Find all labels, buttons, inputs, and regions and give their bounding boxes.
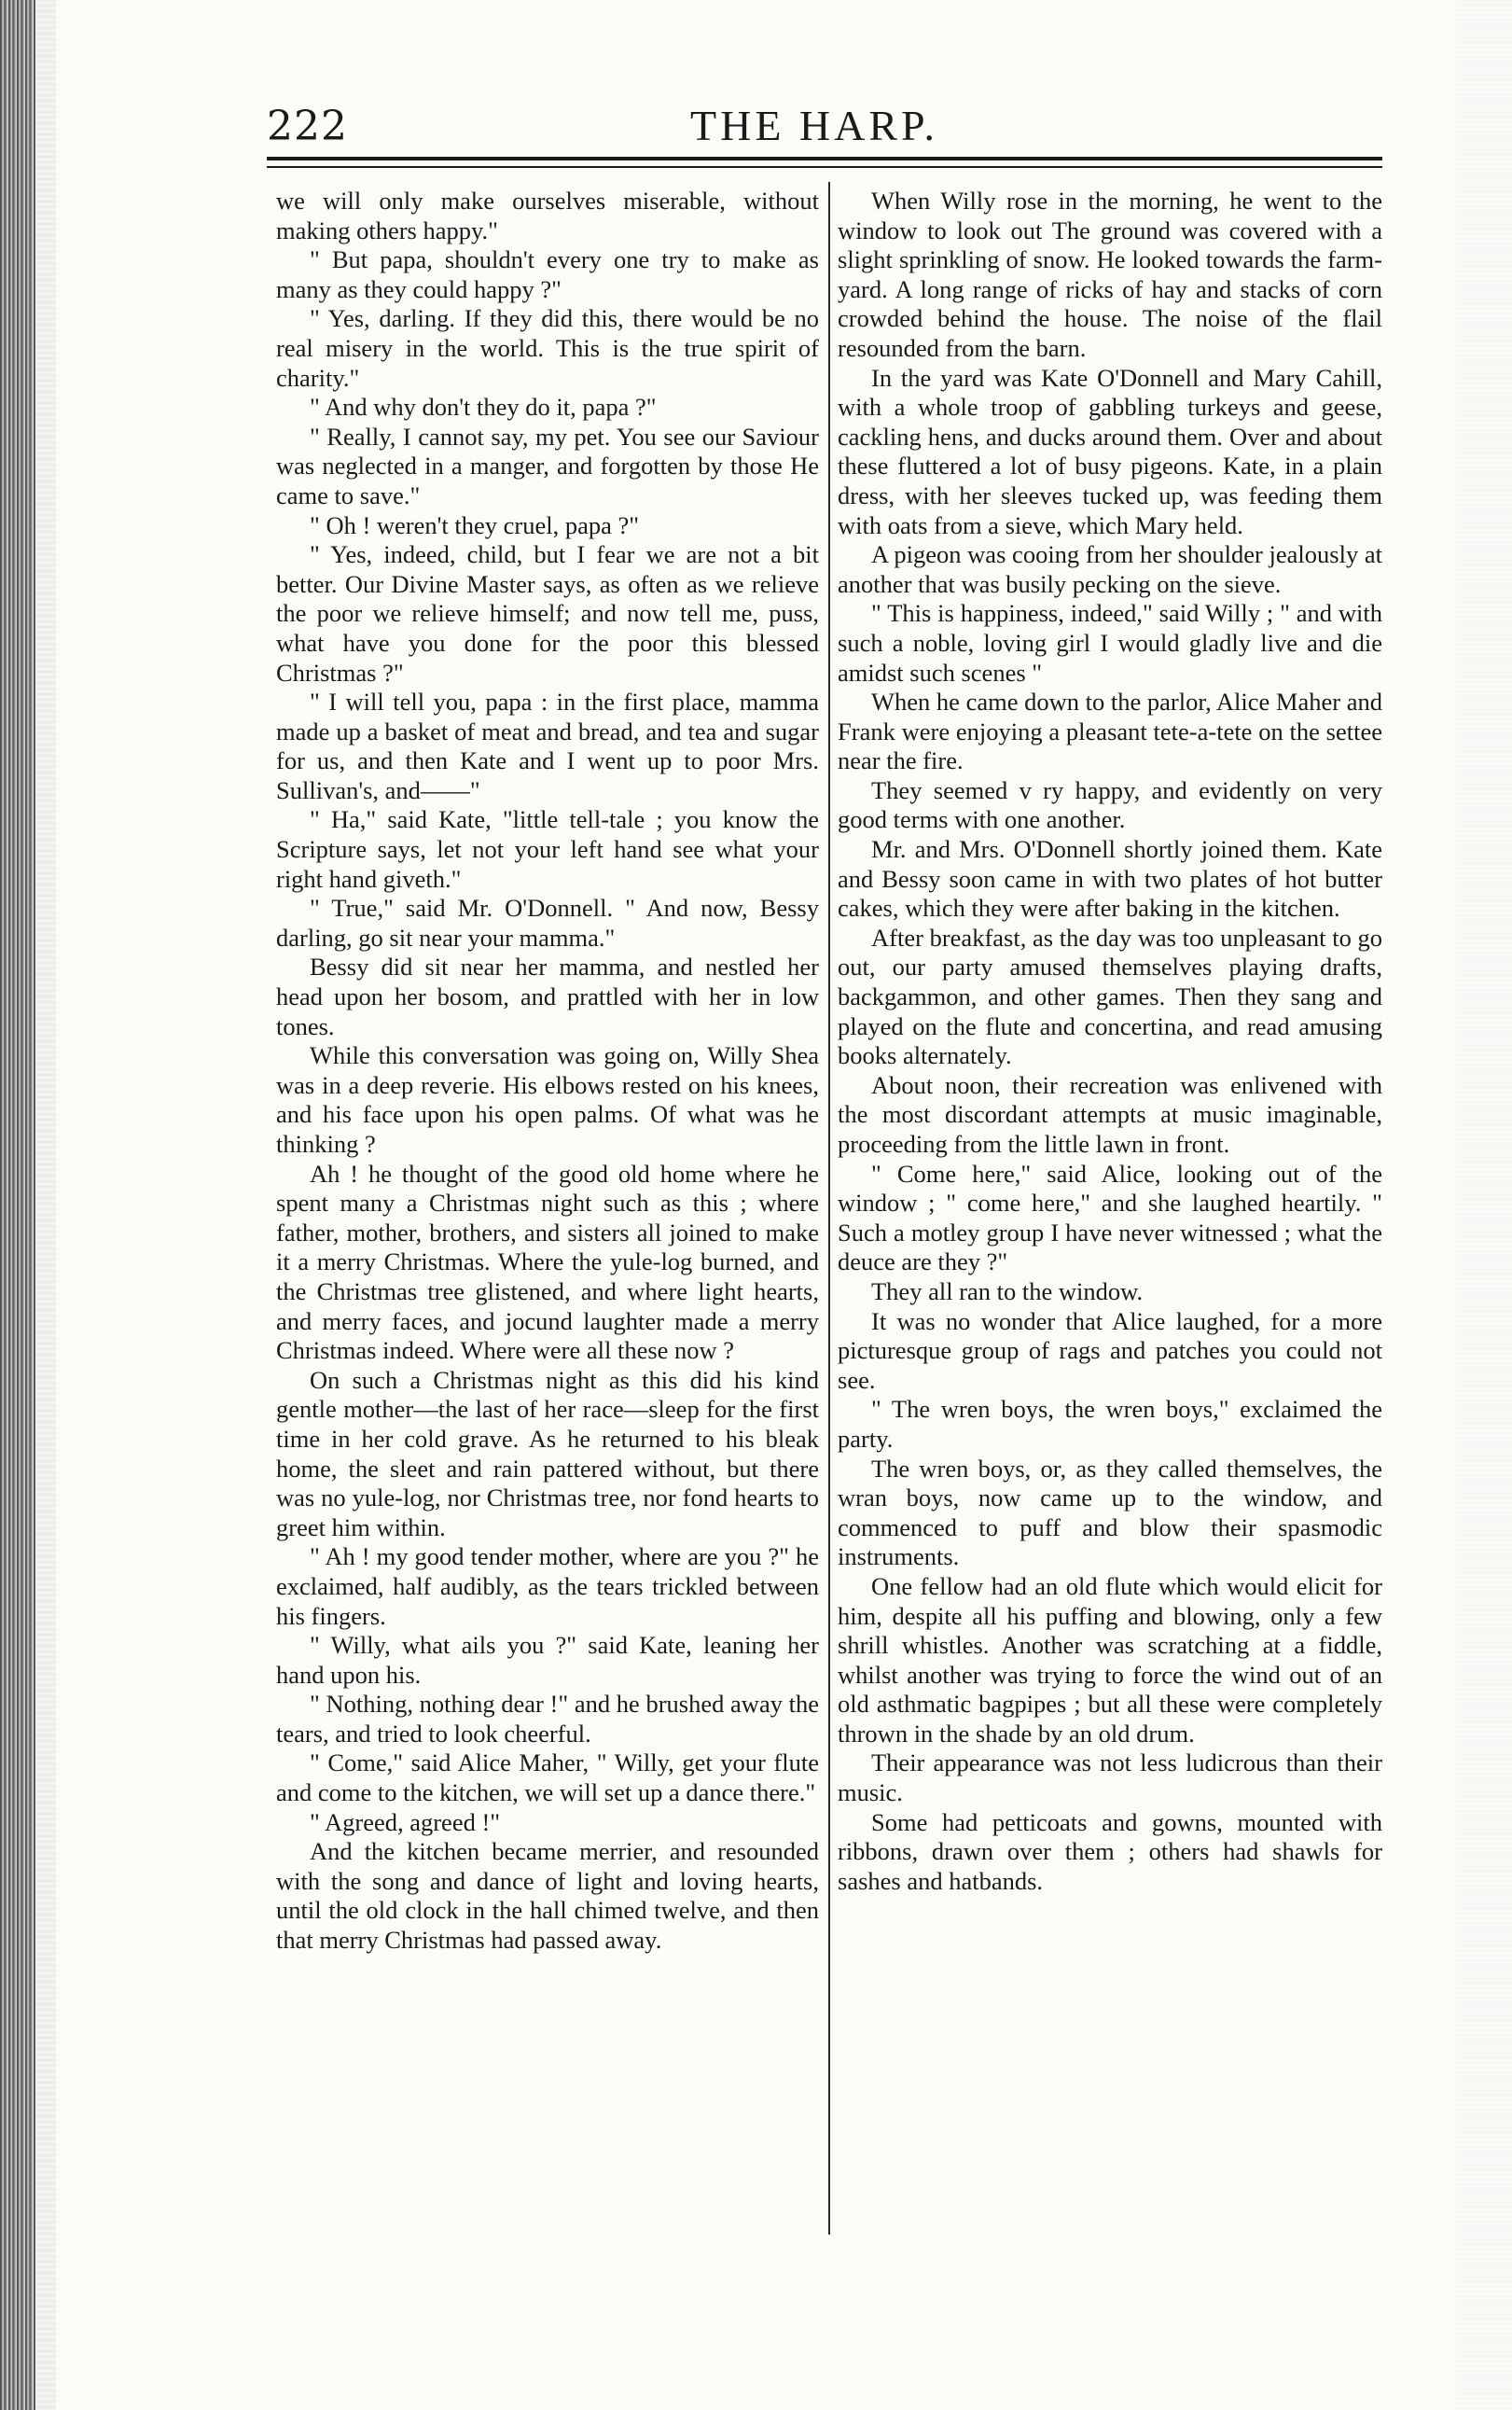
paragraph: They seemed v ry happy, and evidently on very good terms with one another. — [838, 775, 1382, 834]
page-edge — [1456, 0, 1512, 2410]
paragraph: The wren boys, or, as they called themselves, the wran boys, now came up to the window, and commenced to puff and blow their spasmodic instruments. — [838, 1454, 1382, 1571]
paragraph: " Really, I cannot say, my pet. You see our Saviour was neglected in a manger, and forgotten by those He came to save." — [276, 422, 819, 509]
paragraph: Bessy did sit near her mamma, and nestled her head upon her bosom, and prattled with her in low tones. — [276, 953, 819, 1040]
paragraph: About noon, their recreation was enlivened with the most discordant attempts at music imaginable, proceeding from the little lawn in front. — [838, 1070, 1382, 1158]
paragraph: " Ha," said Kate, "little tell-tale ; you know the Scripture says, let not your left hand see what your right hand giveth." — [276, 805, 819, 893]
paragraph: It was no wonder that Alice laughed, for a more picturesque group of rags and patches you could not see. — [838, 1306, 1382, 1394]
paragraph: " Yes, darling. If they did this, there would be no real misery in the world. This is the true spirit of charity." — [276, 304, 819, 392]
paragraph: They all ran to the window. — [871, 1276, 1144, 1305]
paragraph: " Come here," said Alice, looking out of the window ; " come here," and she laughed heartily. " Such a motley group I have never witnessed ; what the deuce are they ?" — [838, 1159, 1382, 1276]
paragraph: " Ah ! my good tender mother, where are you ?" he exclaimed, half audibly, as the tears trickled between his fingers. — [276, 1542, 819, 1630]
paragraph: " Yes, indeed, child, but I fear we are not a bit better. Our Divine Master says, as often as we relieve the poor we relieve himself; and now tell me, puss, what have you done for the poor this blessed Christmas ?" — [276, 540, 819, 687]
paragraph: " Willy, what ails you ?" said Kate, leaning her hand upon his. — [276, 1631, 819, 1689]
paragraph: Their appearance was not less ludicrous than their music. — [838, 1748, 1382, 1807]
paragraph: we will only make ourselves miserable, without making others happy." — [276, 187, 819, 244]
binding-shadow — [35, 0, 56, 2410]
header-rule — [267, 157, 1382, 160]
paragraph: A pigeon was cooing from her shoulder jealously at another that was busily pecking on the sieve. — [838, 540, 1382, 598]
paragraph: Some had petticoats and gowns, mounted with ribbons, drawn over them ; others had shawls for sashes and hatbands. — [838, 1807, 1382, 1895]
paragraph: After breakfast, as the day was too unpleasant to go out, our party amused themselves playing drafts, backgammon, and other games. Then they sang and played on the flute and concertina, and read amusing books alternately. — [838, 923, 1382, 1070]
paragraph: " Oh ! weren't they cruel, papa ?" — [310, 510, 640, 539]
paragraph: And the kitchen became merrier, and resounded with the song and dance of light and loving hearts, until the old clock in the hall chimed twelve, and then that merry Christmas had passed away. — [276, 1837, 819, 1955]
paragraph: " But papa, shouldn't every one try to make as many as they could happy ?" — [276, 245, 819, 303]
left-column — [276, 187, 819, 1956]
paragraph: " True," said Mr. O'Donnell. " And now, Bessy darling, go sit near your mamma." — [276, 894, 819, 952]
column-divider — [828, 182, 830, 2235]
header-rule-thin — [267, 166, 1382, 168]
paragraph: " Nothing, nothing dear !" and he brushed away the tears, and tried to look cheerful. — [276, 1690, 819, 1748]
paragraph: " Agreed, agreed !" — [310, 1807, 501, 1836]
page-number: 222 — [267, 103, 348, 150]
paragraph: When Willy rose in the morning, he went to the window to look out The ground was covered with a slight sprinkling of snow. He looked towards the farm-yard. A long range of ricks of hay and stacks of corn crowded behind the house. The noise of the flail resounded from the barn. — [838, 187, 1382, 362]
paragraph: While this conversation was going on, Willy Shea was in a deep reverie. His elbows rested on his knees, and his face upon his open palms. Of what was he thinking ? — [276, 1041, 819, 1158]
paragraph: " Come," said Alice Maher, " Willy, get your flute and come to the kitchen, we will set up a dance there." — [276, 1748, 819, 1807]
paragraph: One fellow had an old flute which would elicit for him, despite all his puffing and blowing, only a few shrill whistles. Another was scratching at a fiddle, whilst another was trying to force the wind out of an old asthmatic bagpipes ; but all these were completely thrown in the shade by an old drum. — [838, 1571, 1382, 1748]
paragraph: Ah ! he thought of the good old home where he spent many a Christmas night such as this ; where father, mother, brothers, and sisters all joined to make it a merry Christmas. Where the yule-log burned, and the Christmas tree glistened, and where light hearts, and merry faces, and jocund laughter made a merry Christmas indeed. Where were all these now ? — [276, 1159, 819, 1365]
right-column — [838, 187, 1382, 1896]
binding-edge — [0, 0, 35, 2410]
paragraph: When he came down to the parlor, Alice Maher and Frank were enjoying a pleasant tete-a-tete on the settee near the fire. — [838, 688, 1382, 775]
paragraph: " I will tell you, papa : in the first place, mamma made up a basket of meat and bread, and tea and sugar for us, and then Kate and I went up to poor Mrs. Sullivan's, and——" — [276, 688, 819, 804]
paragraph: " And why don't they do it, papa ?" — [310, 393, 657, 422]
paragraph: Mr. and Mrs. O'Donnell shortly joined them. Kate and Bessy soon came in with two plates of hot butter cakes, which they were after baking in the kitchen. — [838, 835, 1382, 923]
paragraph: " The wren boys, the wren boys," exclaimed the party. — [838, 1395, 1382, 1453]
running-title: THE HARP. — [690, 102, 939, 149]
paragraph: " This is happiness, indeed," said Willy ; " and with such a noble, loving girl I would gladly live and die amidst such scenes " — [838, 599, 1382, 687]
paragraph: In the yard was Kate O'Donnell and Mary Cahill, with a whole troop of gabbling turkeys and geese, cackling hens, and ducks around them. Over and about these fluttered a lot of busy pigeons. Kate, in a plain dress, with her sleeves tucked up, was feeding them with oats from a sieve, which Mary held. — [838, 363, 1382, 539]
paragraph: On such a Christmas night as this did his kind gentle mother—the last of her race—sleep for the first time in her cold grave. As he returned to his bleak home, the sleet and rain pattered without, but there was no yule-log, nor Christmas tree, nor fond hearts to greet him within. — [276, 1365, 819, 1541]
